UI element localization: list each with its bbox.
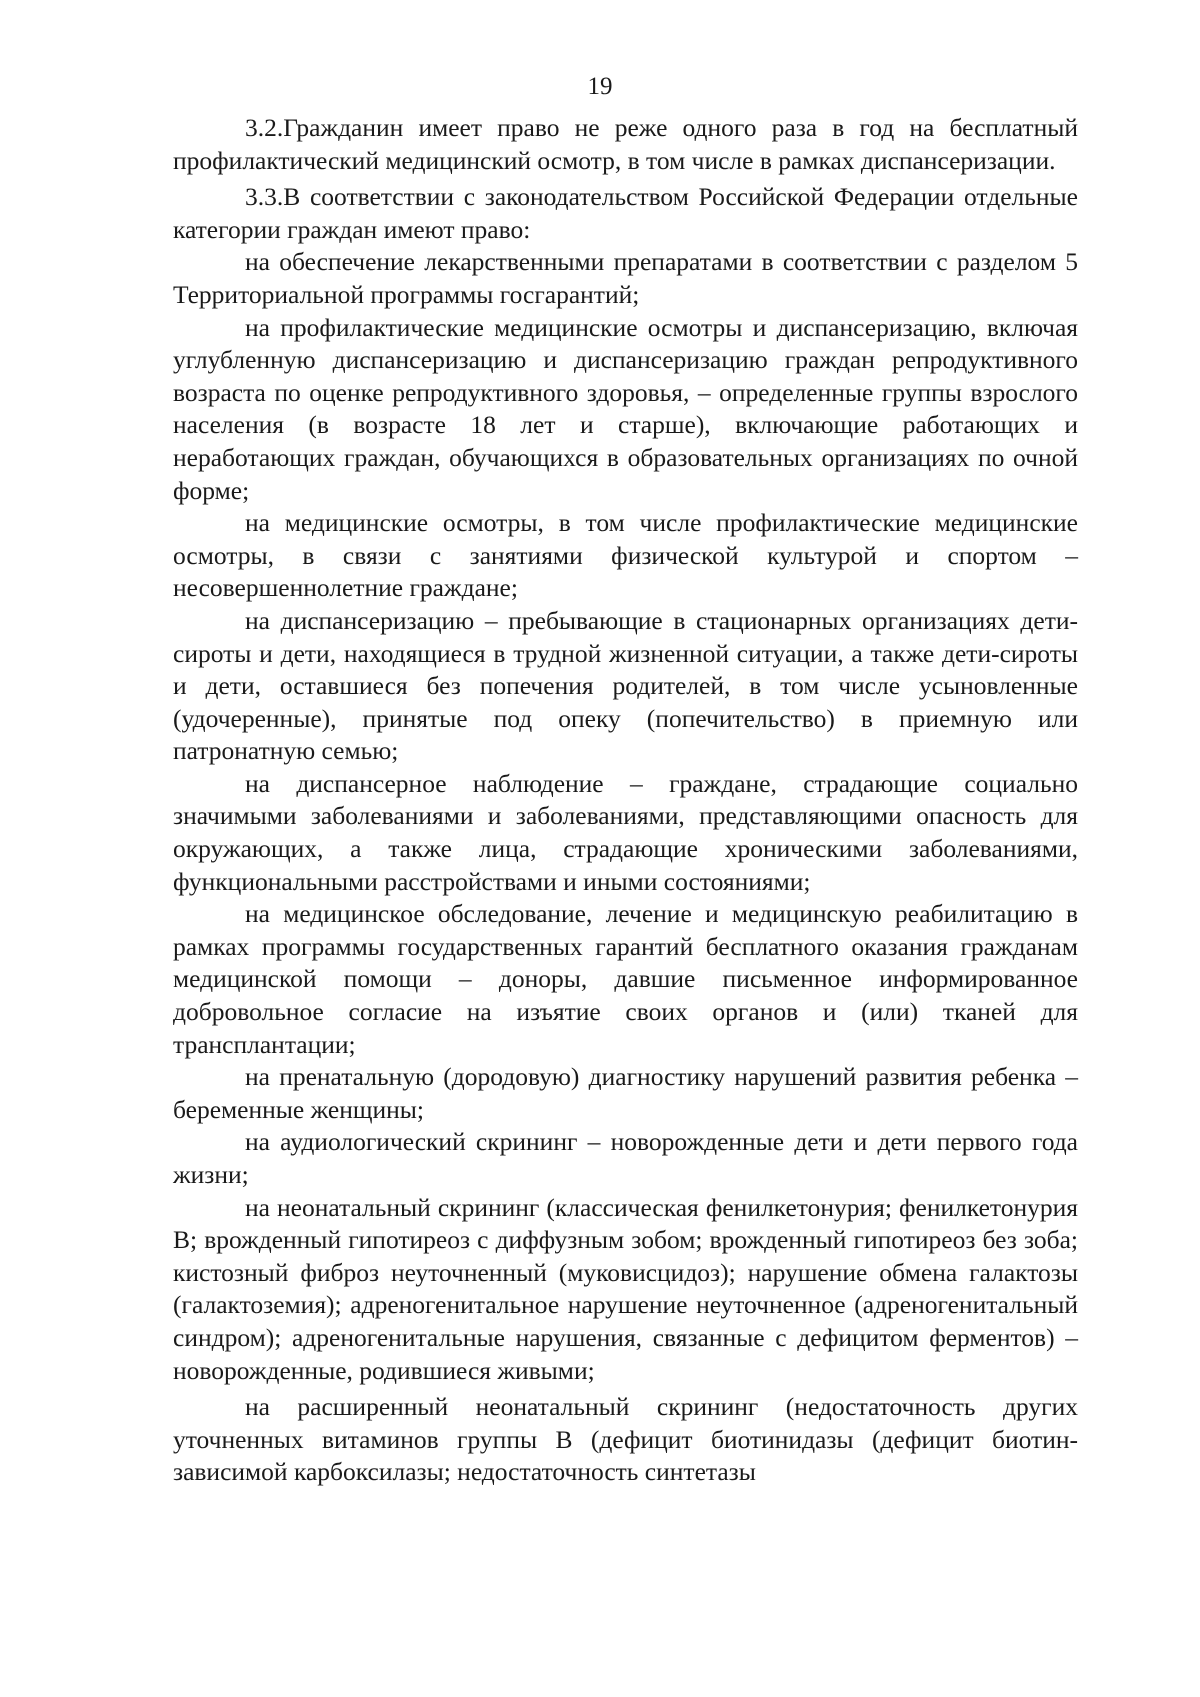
paragraph-prenatal: на пренатальную (дородовую) диагностику нарушений развития ребенка – беременные женщины;: [173, 1062, 1078, 1124]
paragraph-extended-neonatal-screening: на расширенный неонатальный скрининг (недостаточность других уточненных витаминов группы B (дефицит биотинидазы (дефицит биотин-зависимой карбоксилазы; недостаточность синтетазы: [173, 1392, 1078, 1487]
paragraph-3-2: 3.2.Гражданин имеет право не реже одного раза в год на бесплатный профилактический медицинский осмотр, в том числе в рамках диспансеризации.: [173, 113, 1078, 175]
paragraph-neonatal-screening: на неонатальный скрининг (классическая фенилкетонурия; фенилкетонурия B; врожденный гипотиреоз с диффузным зобом; врожденный гипотиреоз без зоба; кистозный фиброз неуточненный (муковисцидоз); нарушение обмена галактозы (галактоземия); адреногенитальное нарушение неуточненное (адреногенитальный синдром); адреногенитальные нарушения, связанные с дефицитом ферментов) – новорожденные, родившиеся живыми;: [173, 1192, 1078, 1385]
document-body: [173, 112, 1078, 1489]
paragraph-prophylactic-exams: на профилактические медицинские осмотры и диспансеризацию, включая углубленную диспансеризацию и диспансеризацию граждан репродуктивного возраста по оценке репродуктивного здоровья, – определенные группы взрослого населения (в возрасте 18 лет и старше), включающие работающих и неработающих граждан, обучающихся в образовательных организациях по очной форме;: [173, 312, 1078, 505]
paragraph-minors-sports: на медицинские осмотры, в том числе профилактические медицинские осмотры, в связи с занятиями физической культурой и спортом – несовершеннолетние граждане;: [173, 508, 1078, 603]
paragraph-3-3: 3.3.В соответствии с законодательством Российской Федерации отдельные категории граждан имеют право:: [173, 182, 1078, 244]
paragraph-orphans: на диспансеризацию – пребывающие в стационарных организациях дети-сироты и дети, находящиеся в трудной жизненной ситуации, а также дети-сироты и дети, оставшиеся без попечения родителей, в том числе усыновленные (удочеренные), принятые под опеку (попечительство) в приемную или патронатную семью;: [173, 605, 1078, 766]
paragraph-medications: на обеспечение лекарственными препаратами в соответствии с разделом 5 Территориальной программы госгарантий;: [173, 247, 1078, 309]
paragraph-dispensary-observation: на диспансерное наблюдение – граждане, страдающие социально значимыми заболеваниями и заболеваниями, представляющими опасность для окружающих, а также лица, страдающие хроническими заболеваниями, функциональными расстройствами и иными состояниями;: [173, 768, 1078, 896]
paragraph-donors: на медицинское обследование, лечение и медицинскую реабилитацию в рамках программы государственных гарантий бесплатного оказания гражданам медицинской помощи – доноры, давшие письменное информированное добровольное согласие на изъятие своих органов и (или) тканей для трансплантации;: [173, 899, 1078, 1059]
paragraph-audiology: на аудиологический скрининг – новорожденные дети и дети первого года жизни;: [173, 1127, 1078, 1189]
page-number: 19: [587, 73, 613, 100]
